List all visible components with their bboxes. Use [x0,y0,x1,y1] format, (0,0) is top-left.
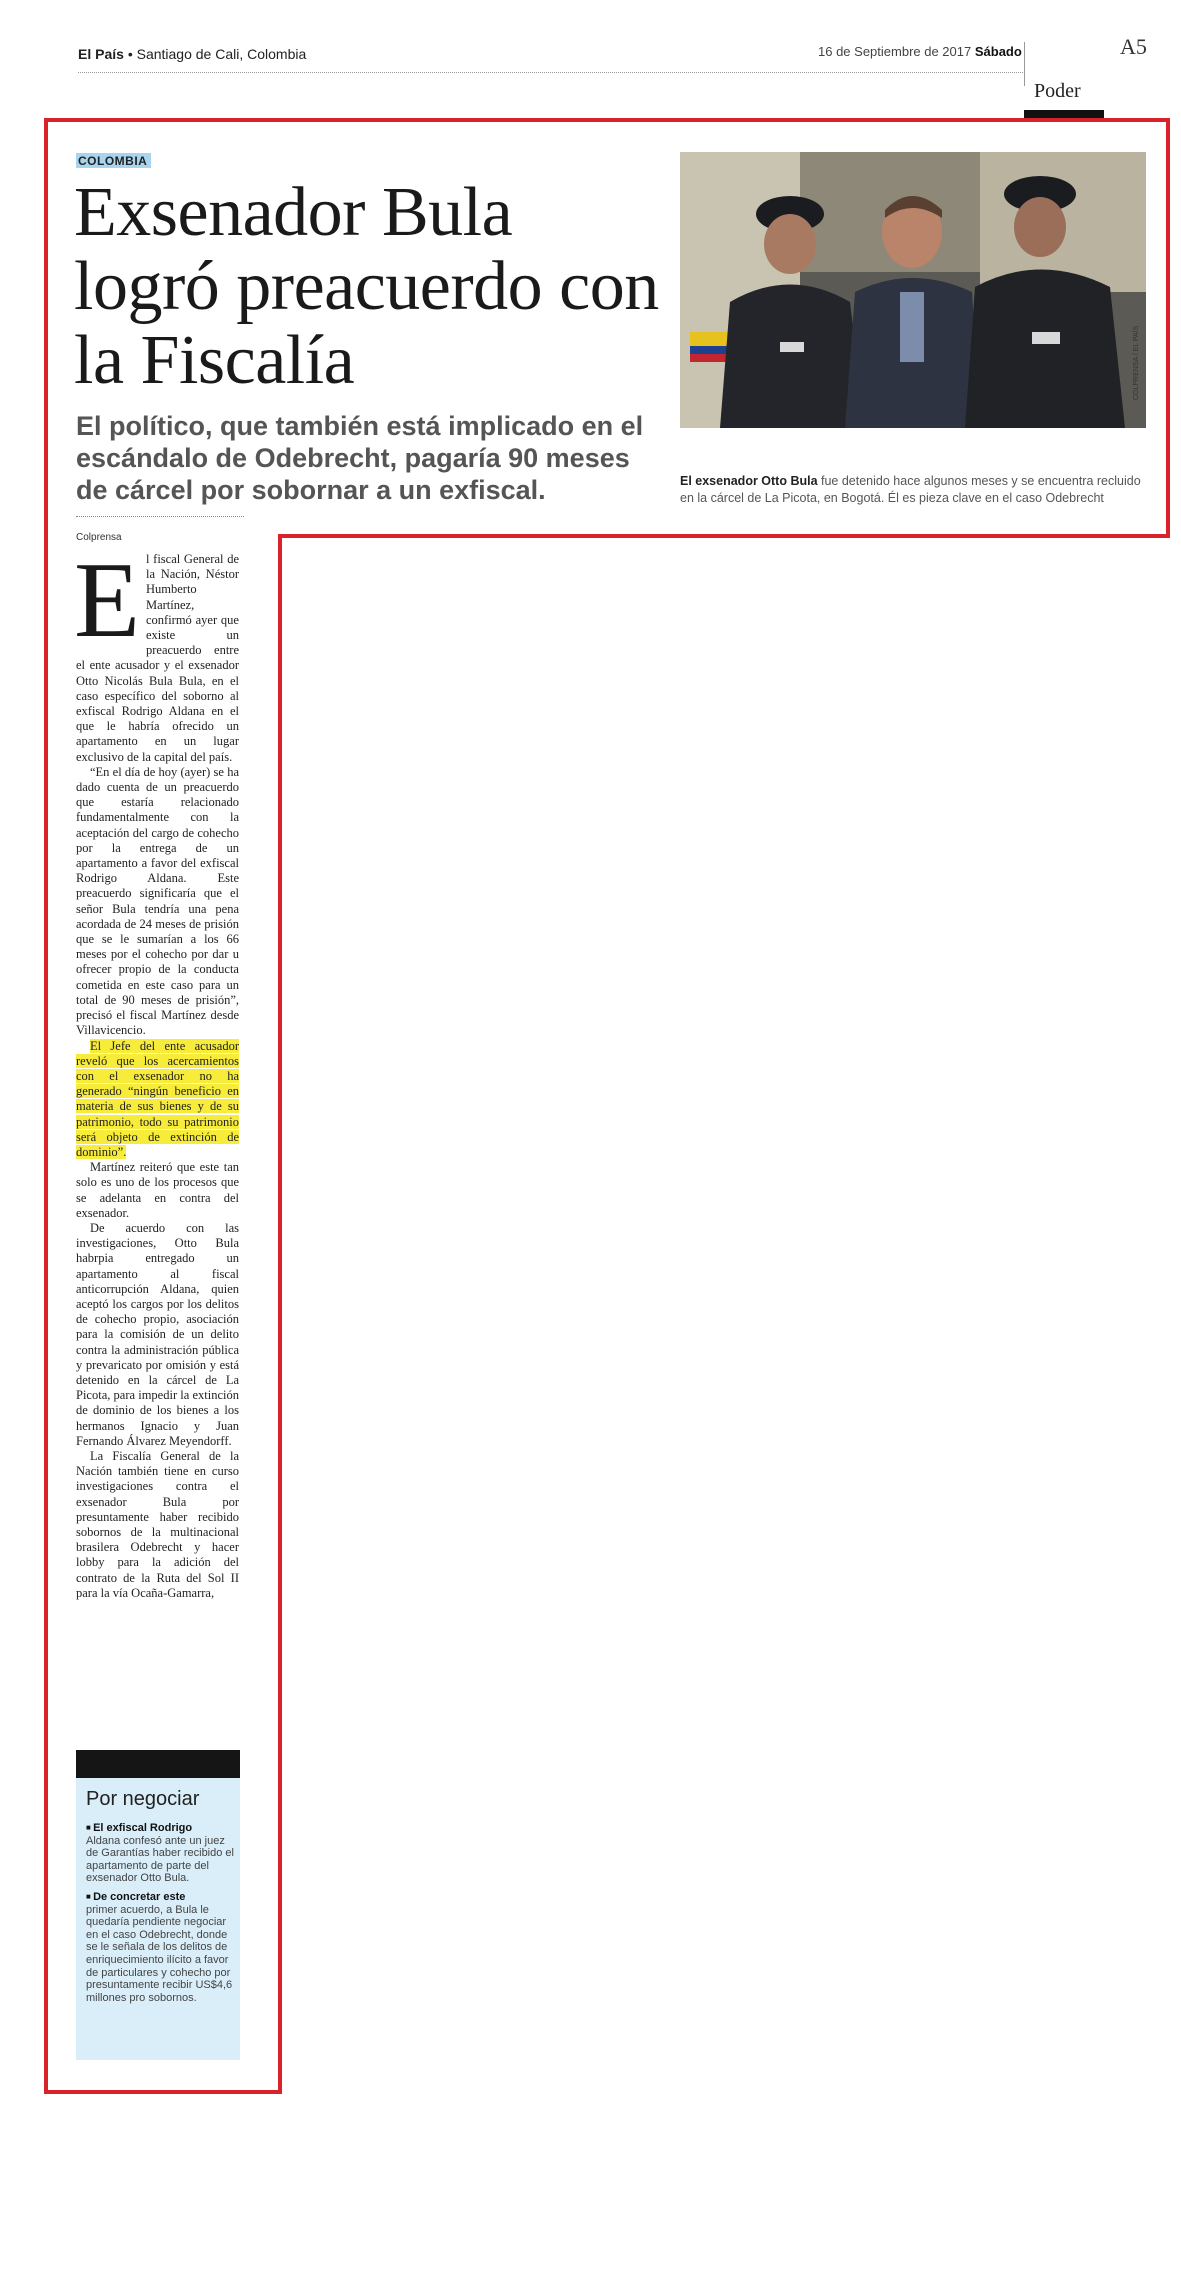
sidebar-top-bar [76,1750,240,1778]
article-photo [680,152,1146,428]
brand-separator: • [127,46,133,62]
highlighted-text: El Jefe del ente acusador reveló que los acercamientos con el exsenador no ha generado “ningún beneficio en materia de sus bienes y de su patrimonio, todo su patrimonio será objeto de extinción de dominio”. [76,1038,239,1159]
annotation-outline-top [44,118,1170,122]
annotation-outline-bottom [44,2090,282,2094]
caption-text: fue detenido hace algunos meses y se encuentra recluido en la cárcel de La Picota, en Bogotá. Él es pieza clave en el caso Odebrecht [680,474,1141,505]
drop-cap: E [74,541,140,660]
sidebar-item-text: Aldana confesó ante un juez de Garantías haber recibido el apartamento de parte del exsenador Otto Bula. [86,1834,234,1885]
sidebar-item-lead: ■ De concretar este [86,1891,236,1904]
annotation-outline-left [44,118,48,2094]
body-paragraph-highlighted [76,1039,239,1161]
sidebar-list [86,1822,236,2010]
sidebar-item [86,1822,236,1885]
sidebar-box [76,1750,240,2060]
article-headline: Exsenador Bula logró preacuerdo con la Fiscalía [74,174,659,399]
article-kicker: COLOMBIA [76,153,151,168]
annotation-outline-column-right [278,534,282,2094]
body-paragraph: “En el día de hoy (ayer) se ha dado cuenta de un preacuerdo que estaría relacionado fundamentalmente con la aceptación del cargo de cohecho por la entrega de un apartamento a favor del exfiscal Rodrigo Aldana. Este preacuerdo significaría que el señor Bula tendría una pena acordada de 24 meses de prisión que se le sumarían a los 66 meses por el cohecho por dar u ofrecer propio de la conducta cometida en este caso para un total de 90 meses de prisión”, precisó el fiscal Martínez desde Villavicencio. [76,764,239,1038]
header-divider [78,72,1023,73]
brand-name: El País [78,46,124,62]
page-header [78,40,1088,78]
photo-illustration [680,152,1146,428]
body-paragraph: De acuerdo con las investigaciones, Otto Bula habrpia entregado un apartamento al fiscal anticorrupción Aldana, quien aceptó los cargos por los delitos de cohecho propio, asociación para la comisión de un delito contra la administración pública y prevaricato por omisión y está detenido en la cárcel de La Picota, para impedir la extinción de dominio de los bienes a los hermanos Ignacio y Juan Fernando Álvarez Meyendorff. [76,1220,239,1448]
page-number: A5 [1120,34,1147,59]
subhead-divider [76,516,244,517]
section-divider [1024,42,1025,86]
photo-caption [680,473,1150,507]
photo-credit: COLPRENSA / EL PAÍS [1133,325,1140,400]
paragraph-text: l fiscal General de la Nación, Néstor Humberto Martínez, confirmó ayer que existe un preacuerdo entre el ente acusador y el exsenador Otto Nicolás Bula Bula, en el caso específico del soborno al exfiscal Rodrigo Aldana en el que le habría ofrecido un apartamento en un lugar exclusivo de la capital del país. [76,552,239,764]
date-text: 16 de Septiembre de 2017 [818,44,972,59]
masthead-brand [78,46,306,62]
caption-lead: El exsenador Otto Bula [680,474,818,488]
article-subhead: El político, que también está implicado en el escándalo de Odebrecht, pagaría 90 meses de cárcel por sobornar a un exfiscal. [76,411,644,505]
article-body [74,541,239,1601]
sidebar-item [86,1891,236,2004]
sidebar-item-text: primer acuerdo, a Bula le quedaría pendiente negociar en el caso Odebrecht, donde se le señala de los delitos de enriquecimiento ilícito a favor de particulares y cohecho por presuntamente recibir US$4,6 millones pro sobornos. [86,1903,233,2004]
annotation-outline-right [1166,118,1170,538]
body-paragraph [74,541,239,765]
brand-location: Santiago de Cali, Colombia [136,46,307,62]
body-paragraph: Martínez reiteró que este tan solo es uno de los procesos que se adelanta en contra del exsenador. [76,1160,239,1220]
body-paragraph: La Fiscalía General de la Nación también tiene en curso investigaciones contra el exsenador Bula por presuntamente haber recibido sobornos de la multinacional brasilera Odebrecht y hacer lobby para la adición del contrato de la Ruta del Sol II para la vía Ocaña-Gamarra, [76,1448,239,1600]
sidebar-item-lead: ■ El exfiscal Rodrigo [86,1822,236,1835]
issue-date [818,44,1022,59]
section-label: Poder [1034,80,1081,102]
annotation-outline-step [278,534,1170,538]
article-byline: Colprensa [76,532,122,543]
sidebar-title: Por negociar [86,1788,200,1810]
weekday-text: Sábado [974,44,1022,59]
